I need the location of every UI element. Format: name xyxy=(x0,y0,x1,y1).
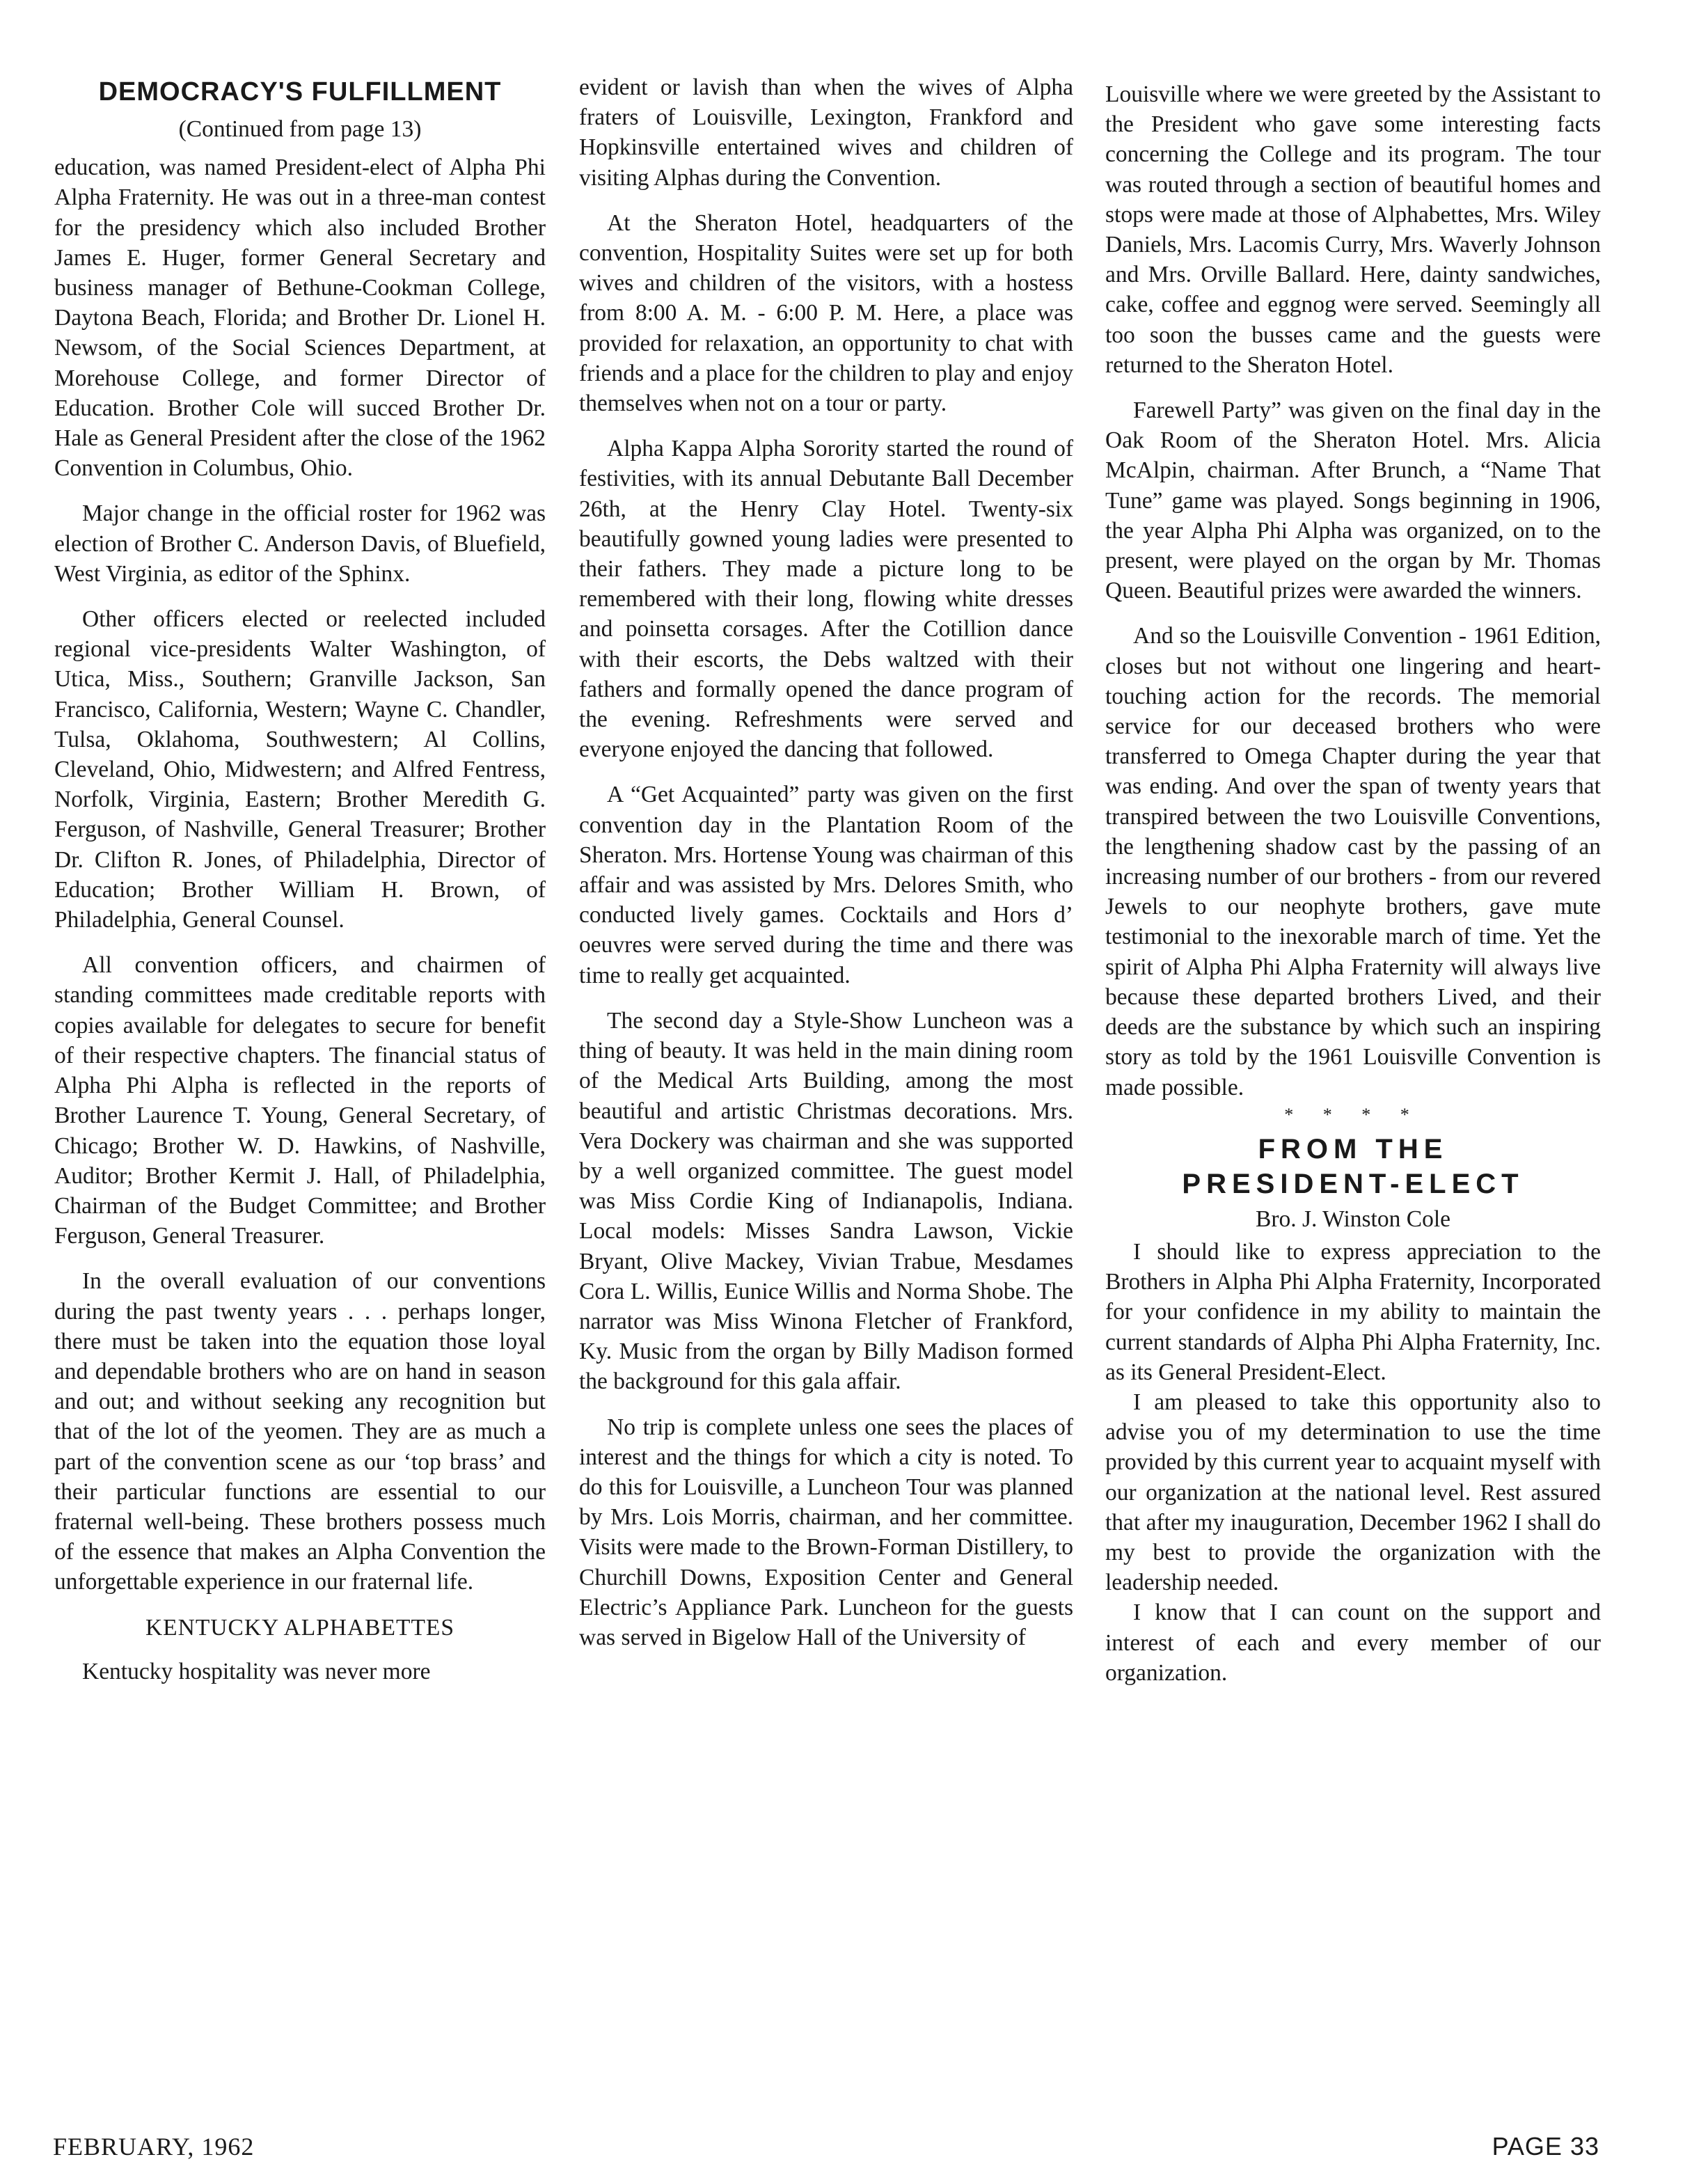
paragraph: Louisville where we were greeted by the Assistant to the President who gave some interesting facts concerning the College and its program. The tour was routed through a section of beautiful homes and stops were made at those of Alphabettes, Mrs. Wiley Daniels, Mrs. Lacomis Curry, Mrs. Waverly Johnson and Mrs. Orville Ballard. Here, dainty sandwiches, cake, coffee and eggnog were served. Seemingly all too soon the busses came and the guests were returned to the Sheraton Hotel. xyxy=(1105,81,1601,378)
section-divider: * * * * xyxy=(1284,1104,1422,1125)
page-number: PAGE 33 xyxy=(1492,2132,1599,2161)
paragraph: Alpha Kappa Alpha Sorority started the round of festivities, with its annual Debutante Ball December 26th, at the Henry Clay Hotel. Twenty-six beautifully gowned young ladies were presented to their fathers. They made a picture long to be remembered with their long, flowing white dresses and poinsetta corsages. After the Cotillion dance with their escorts, the Debs waltzed with their fathers and formally opened the dance program of the evening. Refreshments were served and everyone enjoyed the dancing that followed. xyxy=(579,436,1073,763)
paragraph: I am pleased to take this opportunity also to advise you of my determination to use the time provided by this current year to acquaint myself with our organization at the national level. Rest assured that after my inauguration, December 1962 I shall do my best to provide the organization with the leadership needed. xyxy=(1105,1389,1601,1596)
column-left xyxy=(54,75,546,1687)
paragraph: Kentucky hospitality was never more xyxy=(82,1658,431,1684)
paragraph: And so the Louisville Convention - 1961 Edition, closes but not without one lingering and heart-touching action for the records. The memorial service for our deceased brothers who were transferred to Omega Chapter during the year that was ending. And over the span of twenty years that transpired between the two Louisville Conventions, the lengthening shadow cast by the passing of an increasing number of our brothers - from our revered Jewels to our neophyte brothers, gave mute testimonial to the inexorable march of time. Yet the spirit of Alpha Phi Alpha Fraternity will always live because these departed brothers Lived, and their deeds are the substance by which such an inspiring story as told by the 1961 Louisville Convention is made possible. xyxy=(1105,623,1601,1100)
paragraph: All convention officers, and chairmen of standing committees made creditable reports with copies available for delegates to secure for benefit of their respective chapters. The financial status of Alpha Phi Alpha is reflected in the reports of Brother Laurence T. Young, General Secretary, of Chicago; Brother W. D. Hawkins, of Nashville, Auditor; Brother Kermit J. Hall, of Philadelphia, Chairman of the Budget Committee; and Brother Ferguson, General Treasurer. xyxy=(54,952,546,1249)
paragraph: Farewell Party” was given on the final day in the Oak Room of the Sheraton Hotel. Mrs. Alicia McAlpin, chairman. After Brunch, a “Name That Tune” game was played. Songs beginning in 1906, the year Alpha Phi Alpha was organized, on to the present, were played on the organ by Mr. Thomas Queen. Beautiful prizes were awarded the winners. xyxy=(1105,397,1601,604)
paragraph: A “Get Acquainted” party was given on the first convention day in the Plantation Room of the Sheraton. Mrs. Hortense Young was chairman of this affair and was assisted by Mrs. Delores Smith, who conducted lively games. Cocktails and Hors d’ oeuvres were served during the time and there was time to really get acquainted. xyxy=(579,782,1073,988)
paragraph: I know that I can count on the support and interest of each and every member of our organization. xyxy=(1105,1600,1601,1686)
continued-note: (Continued from page 13) xyxy=(178,116,422,142)
paragraph: Major change in the official roster for 1962 was election of Brother C. Anderson Davis, of Bluefield, West Virginia, as editor of the Sphinx. xyxy=(54,500,546,587)
byline: Bro. J. Winston Cole xyxy=(1255,1206,1450,1232)
paragraph: education, was named President-elect of Alpha Phi Alpha Fraternity. He was out in a three-man contest for the presidency which also included Brother James E. Huger, former General Secretary and business manager of Bethune-Cookman College, Daytona Beach, Florida; and Brother Dr. Lionel H. Newsom, of the Social Sciences Department, at Morehouse College, and former Director of Education. Brother Cole will succed Brother Dr. Hale as General President after the close of the 1962 Convention in Columbus, Ohio. xyxy=(54,155,546,482)
paragraph: Other officers elected or reelected included regional vice-presidents Walter Washington, of Utica, Miss., Southern; Granville Jackson, San Francisco, California, Western; Wayne C. Chandler, Tulsa, Oklahoma, Southwestern; Al Collins, Cleveland, Ohio, Midwestern; and Alfred Fentress, Norfolk, Virginia, Eastern; Brother Meredith G. Ferguson, of Nashville, General Treasurer; Brother Dr. Clifton R. Jones, of Philadelphia, Director of Education; Brother William H. Brown, of Philadelphia, General Counsel. xyxy=(54,606,546,933)
section-title-line2: PRESIDENT-ELECT xyxy=(1182,1168,1524,1199)
article-title: DEMOCRACY'S FULFILLMENT xyxy=(98,77,502,106)
paragraph: In the overall evaluation of our conventions during the past twenty years . . . perhaps longer, there must be taken into the equation those loyal and dependable brothers who are on hand in season and out; and without seeking any recognition but that of the lot of the yeomen. They are as much a part of the convention scene as our ‘top brass’ and their particular functions are essential to our fraternal well-being. These brothers possess much of the essence that makes an Alpha Convention the unforgettable experience in our fraternal life. xyxy=(54,1268,546,1595)
issue-date: FEBRUARY, 1962 xyxy=(53,2133,255,2161)
paragraph: I should like to express appreciation to the Brothers in Alpha Phi Alpha Fraternity, Incorporated for your confidence in my ability to maintain the current standards of Alpha Phi Alpha Fraternity, Inc. as its General President-Elect. xyxy=(1105,1238,1601,1385)
paragraph: The second day a Style-Show Luncheon was a thing of beauty. It was held in the main dining room of the Medical Arts Building, among the most beautiful and artistic Christmas decorations. Mrs. Vera Dockery was chairman and she was supported by a well organized committee. The guest model was Miss Cordie King of Indianapolis, Indiana. Local models: Misses Sandra Lawson, Vickie Bryant, Olive Mackey, Vivian Trabue, Mesdames Cora L. Willis, Eunice Willis and Norma Shobe. The narrator was Miss Winona Fletcher of Frankford, Ky. Music from the organ by Billy Madison formed the background for this gala affair. xyxy=(579,1007,1073,1395)
section-heading: KENTUCKY ALPHABETTES xyxy=(145,1614,455,1641)
column-middle xyxy=(579,72,1073,1652)
section-title-line1: FROM THE xyxy=(1258,1133,1448,1164)
paragraph: At the Sheraton Hotel, headquarters of the convention, Hospitality Suites were set up for both wives and children of the visitors, with a hostess from 8:00 A. M. - 6:00 P. M. Here, a place was provided for relaxation, an opportunity to chat with friends and a place for the children to play and enjoy themselves when not on a tour or party. xyxy=(579,210,1073,417)
paragraph: No trip is complete unless one sees the places of interest and the things for which a city is noted. To do this for Louisville, a Luncheon Tour was planned by Mrs. Lois Morris, chairman, and her committee. Visits were made to the Brown-Forman Distillery, to Churchill Downs, Exposition Center and General Electric’s Appliance Park. Luncheon for the guests was served in Bigelow Hall of the University of xyxy=(579,1414,1073,1650)
column-right xyxy=(1105,79,1601,1688)
paragraph: evident or lavish than when the wives of Alpha fraters of Louisville, Lexington, Frankford and Hopkinsville entertained wives and children of visiting Alphas during the Convention. xyxy=(579,74,1073,191)
